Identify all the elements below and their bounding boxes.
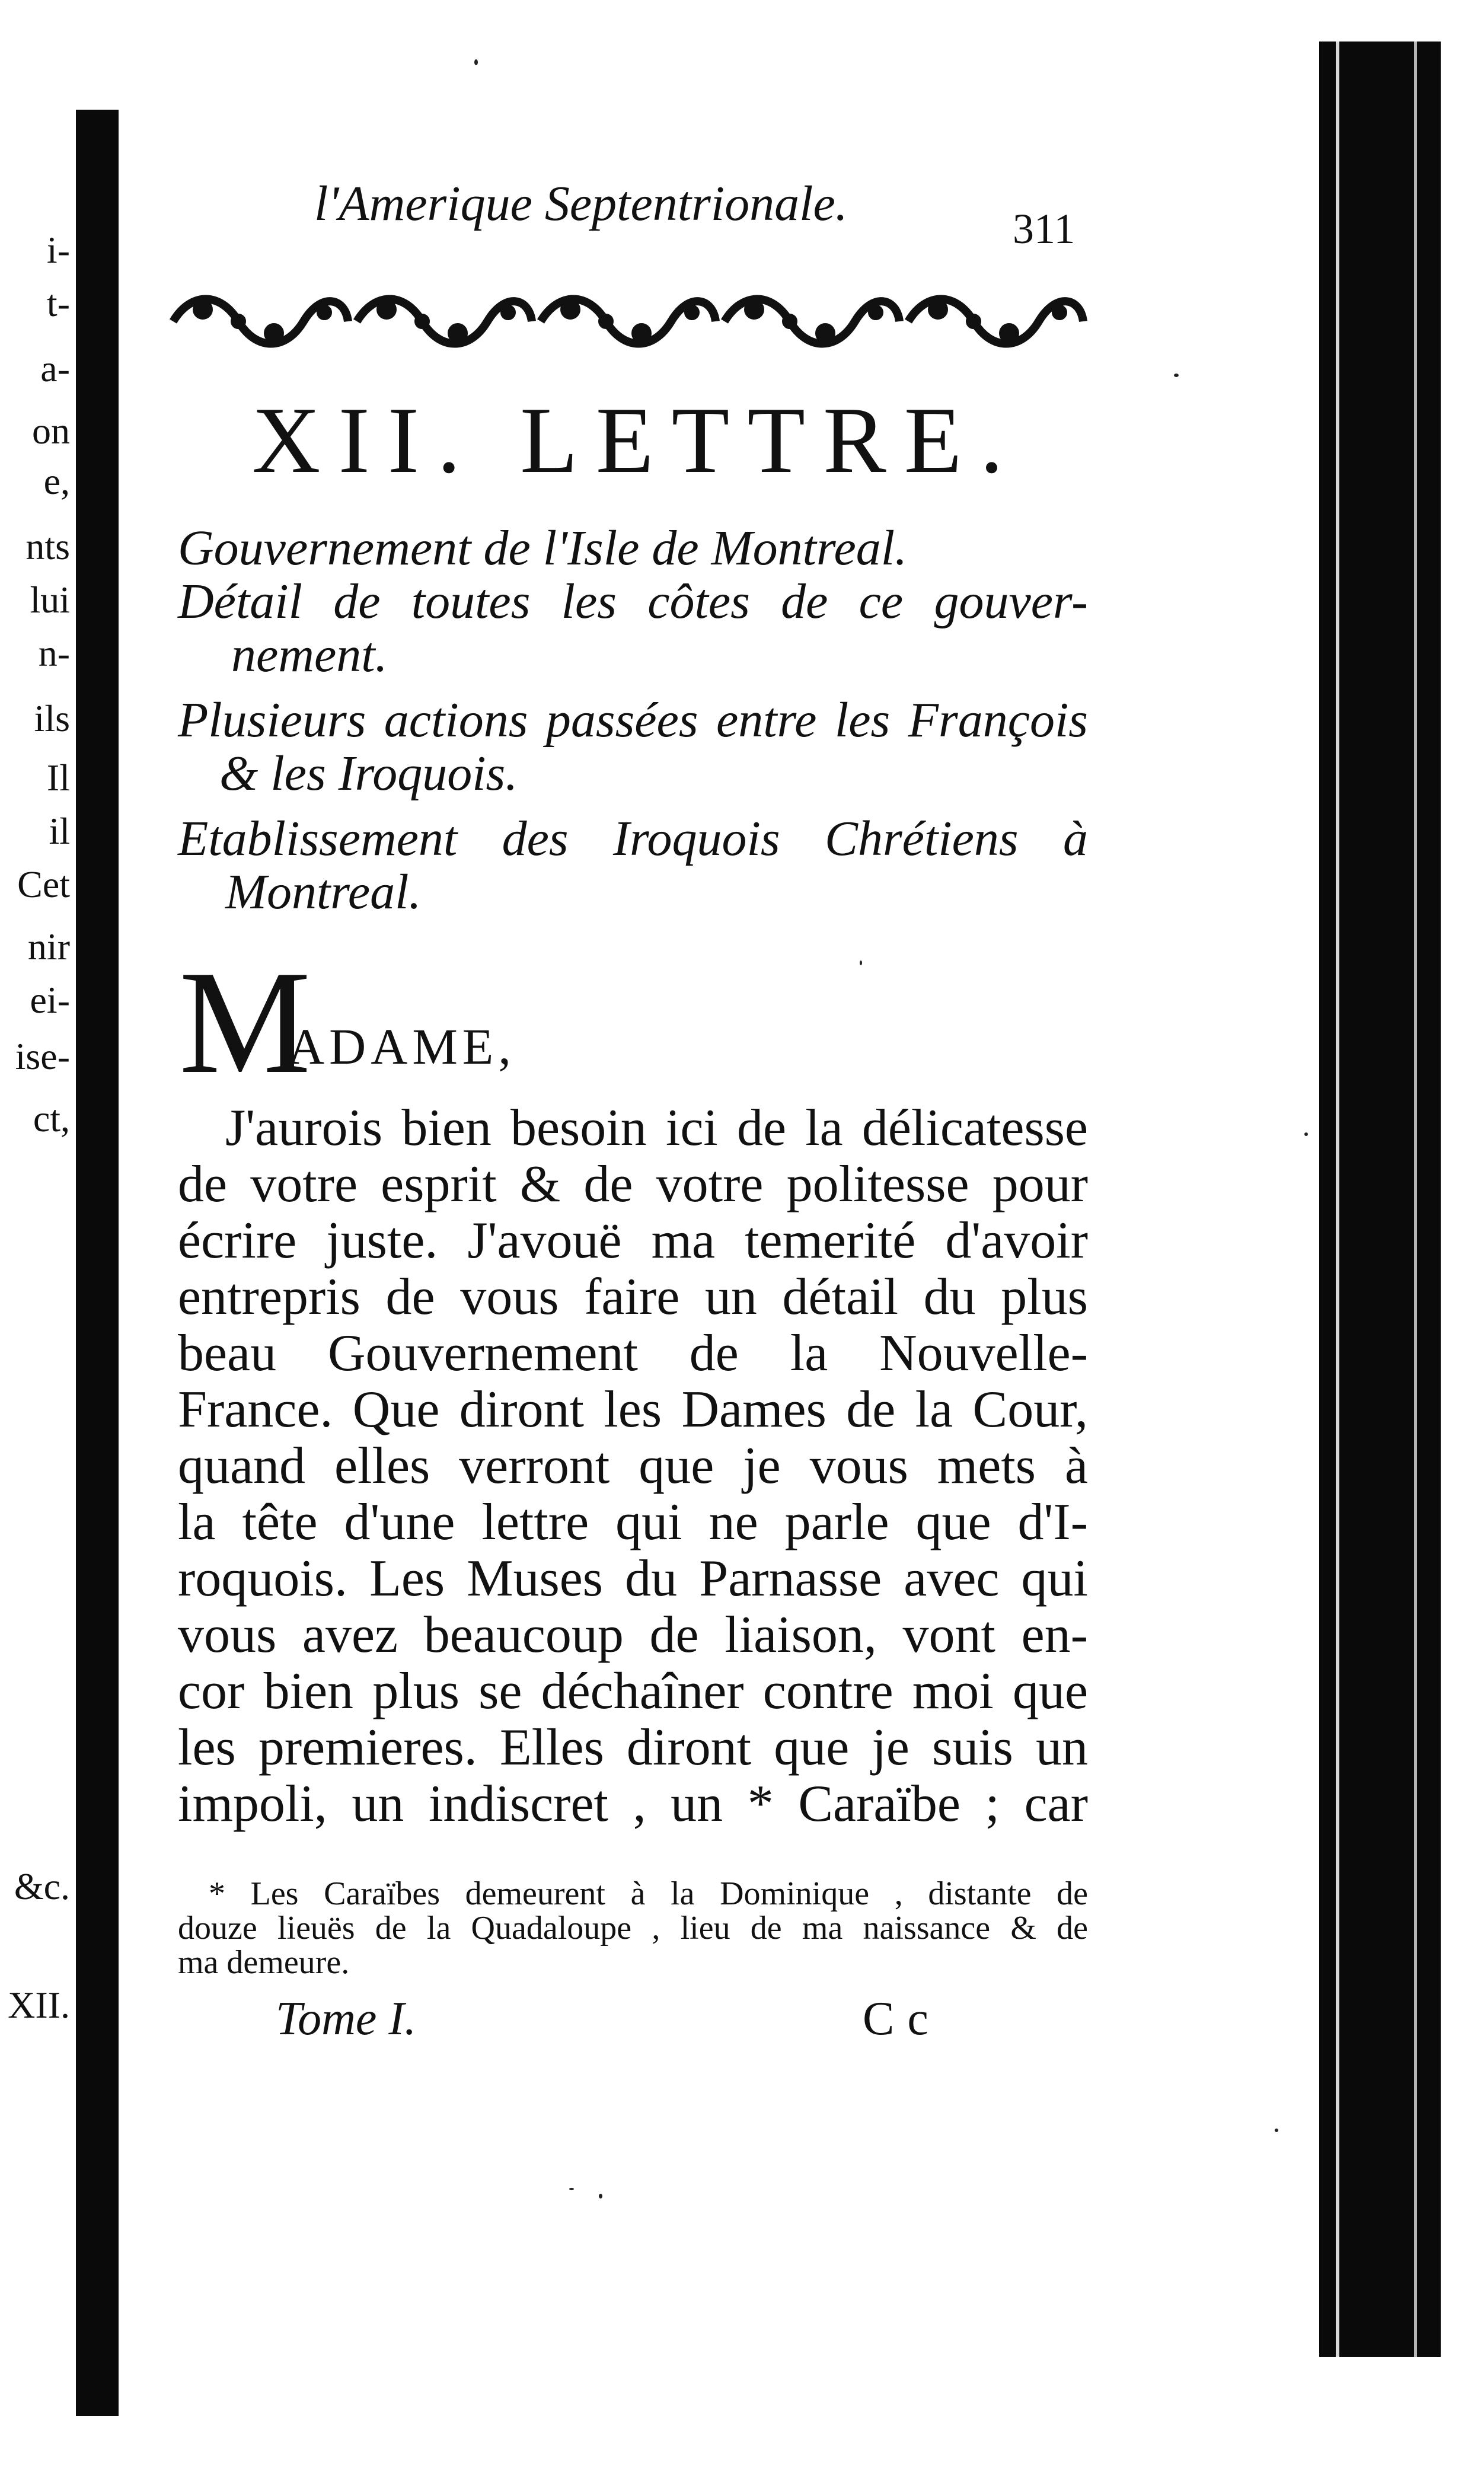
gutter-shadow-right [1319, 42, 1441, 2357]
footnote-line: ma demeure. [178, 1944, 350, 1981]
scan-speck [1275, 2129, 1278, 2132]
margin-fragment: ise- [15, 1035, 70, 1077]
margin-fragment: a- [40, 347, 70, 390]
text-line: de votre esprit & de votre politesse pour [178, 1156, 1088, 1213]
summary-line: nement. [231, 627, 388, 682]
scan-speck [1174, 374, 1179, 377]
margin-fragment: i- [46, 229, 70, 271]
ornament-motif [725, 299, 899, 344]
summary-line: Détail de toutes les côtes de ce gouver- [178, 574, 1088, 629]
margin-fragment: ils [34, 697, 70, 739]
margin-fragment: on [32, 410, 70, 452]
text-line: impoli, un indiscret , un * Caraïbe ; car [178, 1775, 1088, 1833]
text-line: les premieres. Elles diront que je suis un [178, 1719, 1088, 1776]
margin-fragment: Il [46, 757, 70, 799]
margin-fragment: XII. [8, 1984, 70, 2026]
body-text [178, 1100, 1088, 1832]
text-line: France. Que diront les Dames de la Cour, [178, 1381, 1088, 1438]
scan-speck [860, 961, 862, 965]
ornament-motif [541, 299, 716, 344]
text-line: entrepris de vous faire un détail du plus [178, 1268, 1088, 1326]
drop-capital: M [179, 940, 311, 1105]
text-line: quand elles verront que je vous mets à [178, 1437, 1088, 1495]
text-line: vous avez beaucoup de liaison, vont en- [178, 1606, 1088, 1664]
margin-fragment: nir [27, 926, 70, 968]
chapter-title: XII. LETTRE. [252, 387, 1022, 493]
margin-fragment: lui [30, 579, 70, 621]
scan-speck [569, 2188, 574, 2190]
scan-speck [1304, 1132, 1308, 1136]
summary-line: Montreal. [225, 864, 422, 920]
margin-fragment: n- [38, 632, 70, 674]
text-line: beau Gouvernement de la Nouvelle- [178, 1325, 1088, 1382]
margin-fragment: &c. [14, 1865, 70, 1907]
ornament-motif [357, 299, 532, 344]
footnote-line: douze lieuës de la Quadaloupe , lieu de ma naissance & de [178, 1910, 1088, 1947]
margin-fragment: ei- [30, 979, 70, 1021]
text-line: écrire juste. J'avouë ma temerité d'avoir [178, 1212, 1088, 1269]
page-number: 311 [1013, 205, 1075, 253]
margin-fragment: Cet [17, 863, 70, 905]
volume-label: Tome I. [276, 1993, 417, 2045]
margin-fragment: ct, [33, 1097, 70, 1140]
summary-line: Plusieurs actions passées entre les François [178, 693, 1088, 748]
text-line: roquois. Les Muses du Parnasse avec qui [178, 1550, 1088, 1607]
ornament-motif [173, 299, 348, 344]
gutter-shadow-left [76, 110, 119, 2416]
margin-fragment: e, [43, 460, 70, 502]
margin-fragment: t- [46, 282, 70, 324]
scan-speck [599, 2194, 602, 2198]
text-line: la tête d'une lettre qui ne parle que d'I- [178, 1494, 1088, 1551]
ornament-band [167, 286, 1089, 356]
ornament-motif [908, 299, 1083, 344]
signature-mark: Cc [863, 1993, 942, 2045]
summary-line: & les Iroquois. [219, 746, 518, 801]
margin-fragment: il [49, 810, 70, 852]
footnote-line: * Les Caraïbes demeurent à la Dominique , distante de [209, 1875, 1088, 1912]
salutation: ADAME, [288, 1018, 516, 1075]
footnote [178, 1877, 1088, 1980]
margin-fragment: nts [25, 525, 70, 567]
summary-line: Gouvernement de l'Isle de Montreal. [178, 521, 908, 576]
summary-line: Etablissement des Iroquois Chrétiens à [178, 811, 1088, 866]
running-title: l'Amerique Septentrionale. [314, 176, 848, 231]
scan-speck [474, 59, 478, 65]
text-line: J'aurois bien besoin ici de la délicatesse [225, 1099, 1088, 1157]
text-line: cor bien plus se déchaîner contre moi que [178, 1663, 1088, 1720]
